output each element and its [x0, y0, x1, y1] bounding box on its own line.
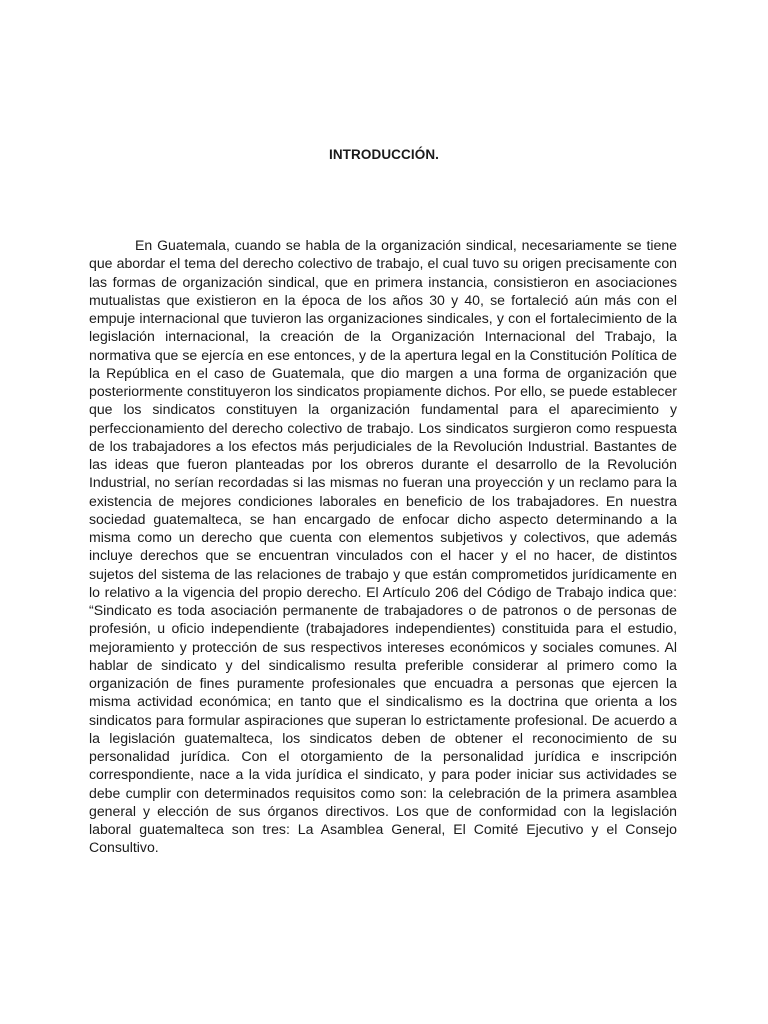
page-title: INTRODUCCIÓN. — [328, 147, 440, 162]
introduction-paragraph: En Guatemala, cuando se habla de la organización sindical, necesariamente se tiene que abordar el tema del derecho colectivo de trabajo, el cual tuvo su origen precisamente con las formas de organización sindical, que en primera instancia, consistieron en asociaciones mutualistas que existieron en la época de los años 30 y 40, se fortaleció aún más con el empuje internacional que tuvieron las organizaciones sindicales, y con el fortalecimiento de la legislación internacional, la creación de la Organización Internacional del Trabajo, la normativa que se ejercía en ese entonces, y de la apertura legal en la Constitución Política de la República en el caso de Guatemala, que dio margen a una forma de organización que posteriormente constituyeron los sindicatos propiamente dichos. Por ello, se puede establecer que los sindicatos constituyen la organización fundamental para el aparecimiento y perfeccionamiento del derecho colectivo de trabajo. Los sindicatos surgieron como respuesta de los trabajadores a los efectos más perjudiciales de la Revolución Industrial. Bastantes de las ideas que fueron planteadas por los obreros durante el desarrollo de la Revolución Industrial, no serían recordadas si las mismas no fueran una proyección y un reclamo para la existencia de mejores condiciones laborales en beneficio de los trabajadores. En nuestra sociedad guatemalteca, se han encargado de enfocar dicho aspecto determinando a la misma como un derecho que cuenta con elementos subjetivos y colectivos, que además incluye derechos que se encuentran vinculados con el hacer y el no hacer, de distintos sujetos del sistema de las relaciones de trabajo y que están comprometidos jurídicamente en lo relativo a la vigencia del propio derecho. El Artículo 206 del Código de Trabajo indica que: “Sindicato es toda asociación permanente de trabajadores o de patronos o de personas de profesión, u oficio independiente (trabajadores independientes) constituida para el estudio, mejoramiento y protección de sus respectivos intereses económicos y sociales comunes. Al hablar de sindicato y del sindicalismo resulta preferible considerar al primero como la organización de fines puramente profesionales que encuadra a personas que ejercen la misma actividad económica; en tanto que el sindicalismo es la doctrina que orienta a los sindicatos para formular aspiraciones que superan lo estrictamente profesional. De acuerdo a la legislación guatemalteca, los sindicatos deben de obtener el reconocimiento de su personalidad jurídica. Con el otorgamiento de la personalidad jurídica e inscripción correspondiente, nace a la vida jurídica el sindicato, y para poder iniciar sus actividades se debe cumplir con determinados requisitos como son: la celebración de la primera asamblea general y elección de sus órganos directivos. Los que de conformidad con la legislación laboral guatemalteca son tres: La Asamblea General, El Comité Ejecutivo y el Consejo Consultivo. — [89, 237, 677, 856]
